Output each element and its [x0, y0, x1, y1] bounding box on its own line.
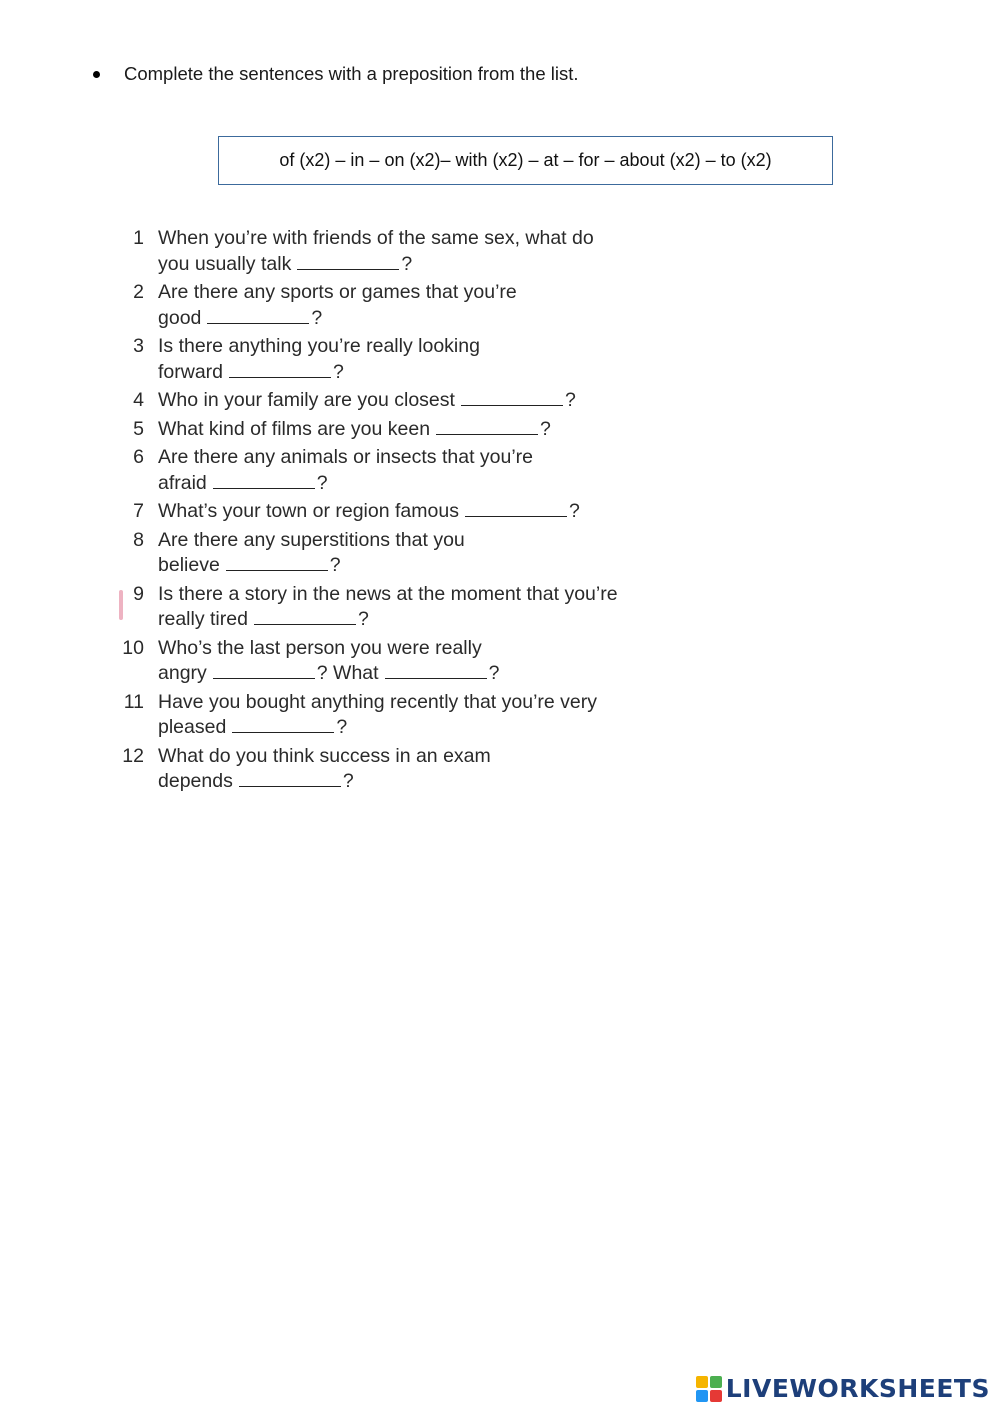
instruction-text: Complete the sentences with a preposition from the list.	[124, 63, 579, 84]
question-text: forward	[158, 360, 224, 383]
answer-blank[interactable]	[207, 306, 309, 324]
question-text: When you’re with friends of the same sex, what do	[158, 227, 594, 249]
question-text: good	[158, 306, 202, 329]
question-9	[120, 582, 618, 633]
question-text: Are there any superstitions that you	[158, 528, 465, 551]
question-text: Who in your family are you closest	[158, 389, 455, 411]
answer-blank[interactable]	[229, 360, 331, 378]
question-6	[120, 445, 618, 496]
question-end: ?	[329, 554, 341, 576]
instruction	[90, 63, 579, 85]
question-11	[120, 690, 618, 741]
answer-blank[interactable]	[239, 769, 341, 787]
question-text: really tired	[158, 608, 248, 630]
bullet-icon	[93, 71, 100, 78]
question-text: Are there any sports or games that you’re	[158, 281, 517, 303]
question-text: Are there any animals or insects that you’re	[158, 446, 534, 468]
question-text: depends	[158, 770, 233, 792]
logo-icon	[696, 1376, 722, 1402]
question-number: 10	[122, 636, 144, 659]
question-10	[120, 636, 618, 687]
question-end: ?	[316, 471, 328, 494]
question-3	[120, 334, 618, 385]
question-end: ?	[568, 500, 580, 522]
answer-blank[interactable]	[254, 607, 356, 625]
logo-square-icon	[696, 1376, 708, 1388]
question-text: Who’s the last person you were really	[158, 636, 482, 659]
question-text: What kind of films are you keen	[158, 417, 431, 440]
question-number: 6	[133, 446, 144, 468]
answer-blank[interactable]	[461, 388, 563, 406]
question-number: 8	[133, 528, 144, 551]
question-number: 12	[122, 744, 144, 767]
answer-blank[interactable]	[226, 553, 328, 571]
answer-blank[interactable]	[213, 661, 315, 679]
question-end: ?	[488, 662, 500, 684]
logo-square-icon	[710, 1390, 722, 1402]
question-end: ?	[311, 306, 323, 329]
question-end: ?	[540, 417, 551, 440]
question-end: ?	[333, 360, 344, 383]
question-number: 9	[133, 582, 144, 605]
question-number: 1	[133, 227, 144, 249]
question-8	[120, 528, 618, 579]
question-text: pleased	[158, 716, 227, 738]
question-list	[120, 226, 618, 798]
question-text: Have you bought anything recently that you’re very	[158, 690, 598, 713]
question-end: ?	[336, 716, 348, 738]
question-4	[120, 388, 618, 414]
answer-blank[interactable]	[297, 252, 399, 270]
question-12	[120, 744, 618, 795]
question-text: you usually talk	[158, 252, 292, 275]
question-number: 3	[133, 335, 144, 357]
question-number: 11	[123, 690, 144, 713]
logo-square-icon	[696, 1390, 708, 1402]
question-end: ?	[342, 770, 354, 792]
question-text: What’s your town or region famous	[158, 500, 459, 522]
word-list: of (x2) – in – on (x2)– with (x2) – at – for – about (x2) – to (x2)	[279, 150, 772, 170]
question-text: Is there anything you’re really looking	[158, 335, 480, 357]
question-number: 7	[133, 500, 144, 522]
question-end: ?	[401, 252, 413, 275]
answer-blank[interactable]	[385, 661, 487, 679]
answer-blank[interactable]	[465, 499, 567, 517]
word-list-box	[218, 136, 833, 185]
answer-blank[interactable]	[232, 715, 334, 733]
question-text: Is there a story in the news at the moment that you’re	[158, 582, 618, 605]
question-text: ? What	[316, 662, 379, 684]
question-5	[120, 417, 618, 443]
question-end: ?	[357, 608, 369, 630]
answer-blank[interactable]	[213, 471, 315, 489]
logo-square-icon	[710, 1376, 722, 1388]
question-text: angry	[158, 662, 207, 684]
question-number: 4	[133, 389, 144, 411]
question-text: afraid	[158, 471, 207, 494]
question-7	[120, 499, 618, 525]
answer-blank[interactable]	[436, 417, 538, 435]
question-1	[120, 226, 618, 277]
question-end: ?	[564, 389, 576, 411]
question-text: believe	[158, 554, 220, 576]
question-number: 2	[133, 281, 144, 303]
liveworksheets-logo	[696, 1374, 990, 1403]
question-2	[120, 280, 618, 331]
question-text: What do you think success in an exam	[158, 744, 491, 767]
question-number: 5	[133, 417, 144, 440]
logo-text: LIVEWORKSHEETS	[725, 1374, 990, 1403]
